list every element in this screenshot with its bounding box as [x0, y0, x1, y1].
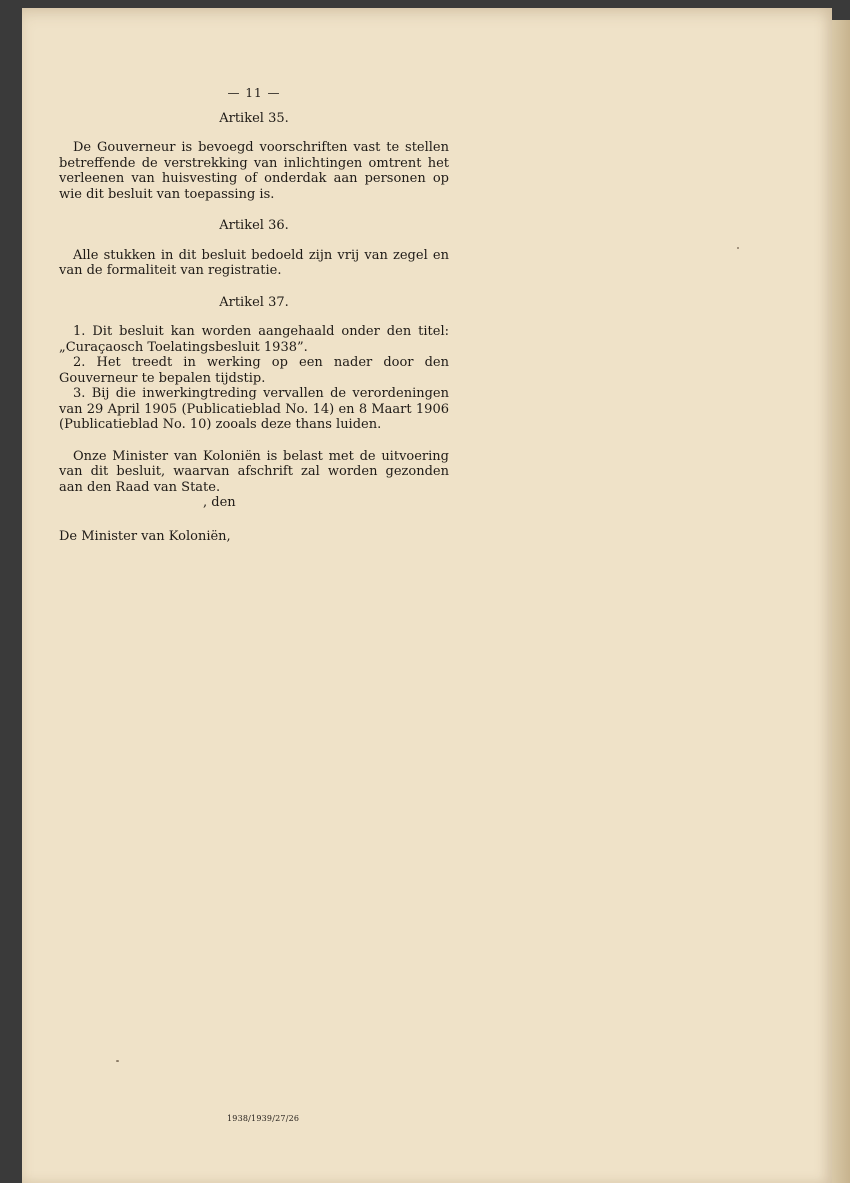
article-heading: Artikel 37. — [219, 294, 289, 310]
article-paragraph: Alle stukken in dit besluit bedoeld zijn vrij van zegel en van de formaliteit van registratie. — [59, 247, 449, 278]
article-35 — [59, 111, 449, 203]
page-number: — 11 — — [227, 86, 281, 100]
article-36 — [59, 218, 449, 279]
signoff-date: , den — [203, 495, 236, 510]
article-paragraph: De Gouverneur is bevoegd voorschriften vast te stellen betreffende de verstrekking van inlichtingen omtrent het verleenen van huisvesting of onderdak aan personen op wie dit besluit van toepassing is. — [59, 140, 449, 202]
article-heading: Artikel 36. — [219, 218, 289, 233]
paper-speck — [116, 1060, 119, 1062]
footer-code: 1938/1939/27/26 — [227, 1114, 300, 1123]
closing-block — [59, 449, 449, 545]
document-body — [59, 86, 449, 560]
article-item: 2. Het treedt in werking op een nader door den Gouverneur te bepalen tijdstip. — [59, 355, 449, 386]
article-item: 1. Dit besluit kan worden aangehaald onder den titel: „Curaçaosch Toelatingsbesluit 1938”. — [59, 324, 449, 355]
article-item: 3. Bij die inwerkingtreding vervallen de verordeningen van 29 April 1905 (Publicatieblad No. 14) en 8 Maart 1906 (Publicatieblad No. 10) zooals deze thans luiden. — [59, 386, 449, 432]
closing-paragraph: Onze Minister van Koloniën is belast met de uitvoering van dit besluit, waarvan afschrift zal worden gezonden aan den Raad van State. — [59, 448, 449, 495]
signoff: De Minister van Koloniën, — [59, 528, 231, 544]
paper-speck — [737, 247, 739, 249]
article-heading: Artikel 35. — [219, 110, 289, 126]
page-edge — [832, 20, 850, 1183]
article-37 — [59, 295, 449, 433]
